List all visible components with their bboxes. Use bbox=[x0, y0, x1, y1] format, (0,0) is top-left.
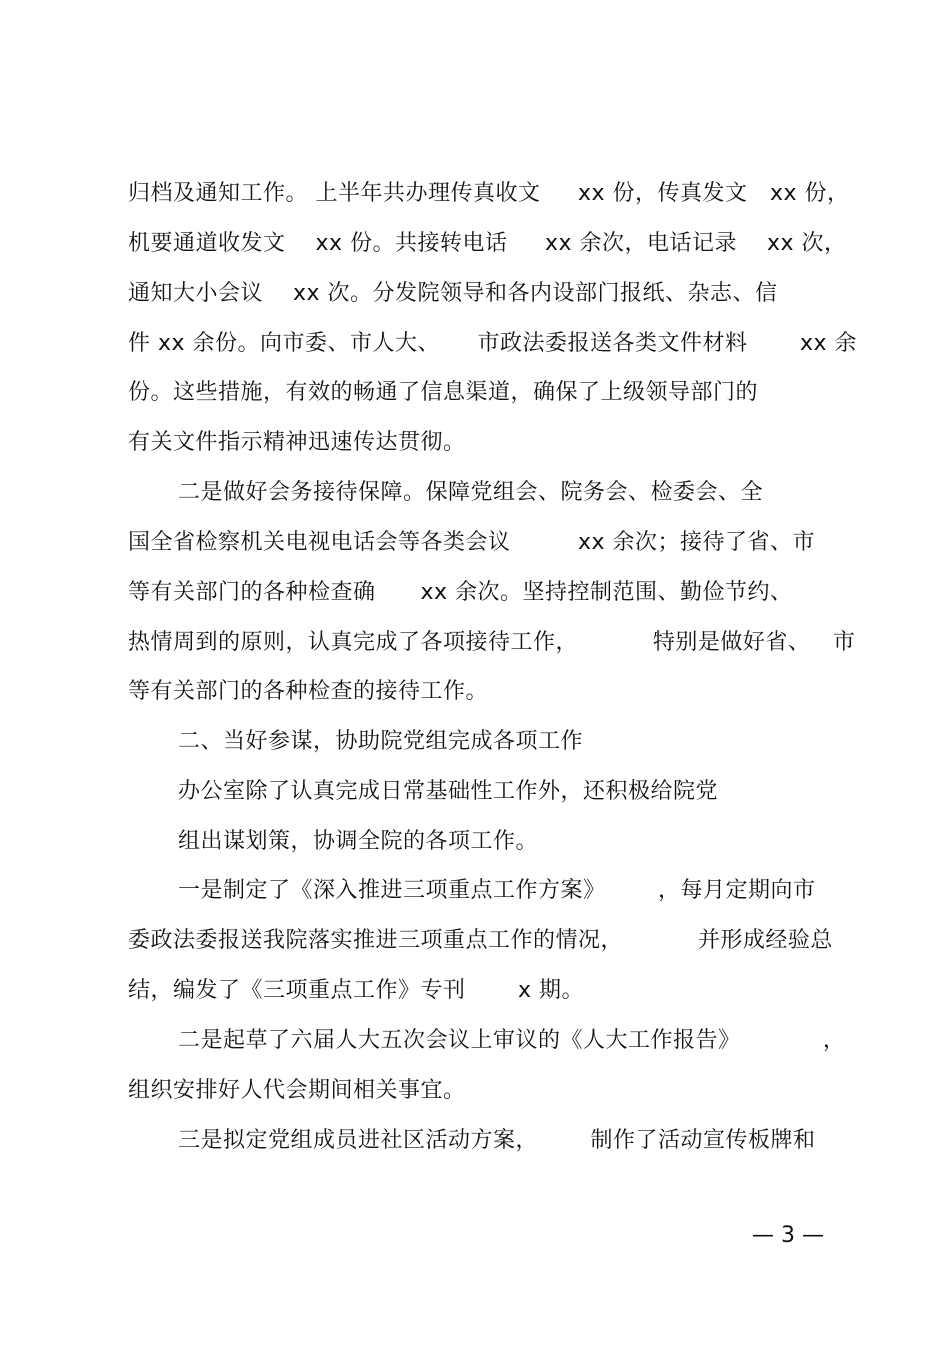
paragraph-first-line: 办公室除了认真完成日常基础性工作外，还积极给院党 bbox=[178, 779, 719, 804]
text-line: 通知大小会议 xx 次。分发院领导和各内设部门报纸、杂志、信 bbox=[128, 281, 778, 306]
paragraph-first-line: 二是起草了六届人大五次会议上审议的《人大工作报告》 ， bbox=[178, 1028, 846, 1053]
text-line: 有关文件指示精神迅速传达贯彻。 bbox=[128, 430, 466, 455]
text-line: 组织安排好人代会期间相关事宜。 bbox=[128, 1078, 466, 1103]
paragraph-first-line: 一是制定了《深入推进三项重点工作方案》 ，每月定期向市 bbox=[178, 878, 816, 903]
text-line: 归档及通知工作。 上半年共办理传真收文 xx 份，传真发文 xx 份， bbox=[128, 181, 850, 206]
page-number: — 3 — bbox=[752, 1223, 824, 1248]
text-line: 热情周到的原则，认真完成了各项接待工作， 特别是做好省、 市 bbox=[128, 630, 856, 655]
paragraph-first-line: 二是做好会务接待保障。保障党组会、院务会、检委会、全 bbox=[178, 480, 764, 505]
text-line: 组出谋划策，协调全院的各项工作。 bbox=[178, 829, 539, 854]
text-line: 国全省检察机关电视电话会等各类会议 xx 余次；接待了省、市 bbox=[128, 530, 815, 555]
text-line: 件 xx 余份。向市委、市人大、 市政法委报送各类文件材料 xx 余 bbox=[128, 331, 857, 356]
text-line: 等有关部门的各种检查的接待工作。 bbox=[128, 679, 489, 704]
paragraph-first-line: 三是拟定党组成员进社区活动方案， 制作了活动宣传板牌和 bbox=[178, 1128, 816, 1153]
text-line: 等有关部门的各种检查确 xx 余次。坚持控制范围、勤俭节约、 bbox=[128, 580, 793, 605]
section-heading: 二、当好参谋，协助院党组完成各项工作 bbox=[178, 729, 584, 754]
text-line: 机要通道收发文 xx 份。共接转电话 xx 余次，电话记录 xx 次， bbox=[128, 231, 847, 256]
text-line: 委政法委报送我院落实推进三项重点工作的情况， 并形成经验总 bbox=[128, 928, 833, 953]
text-line: 结，编发了《三项重点工作》专刊 x 期。 bbox=[128, 978, 584, 1003]
text-line: 份。这些措施，有效的畅通了信息渠道，确保了上级领导部门的 bbox=[128, 380, 759, 405]
